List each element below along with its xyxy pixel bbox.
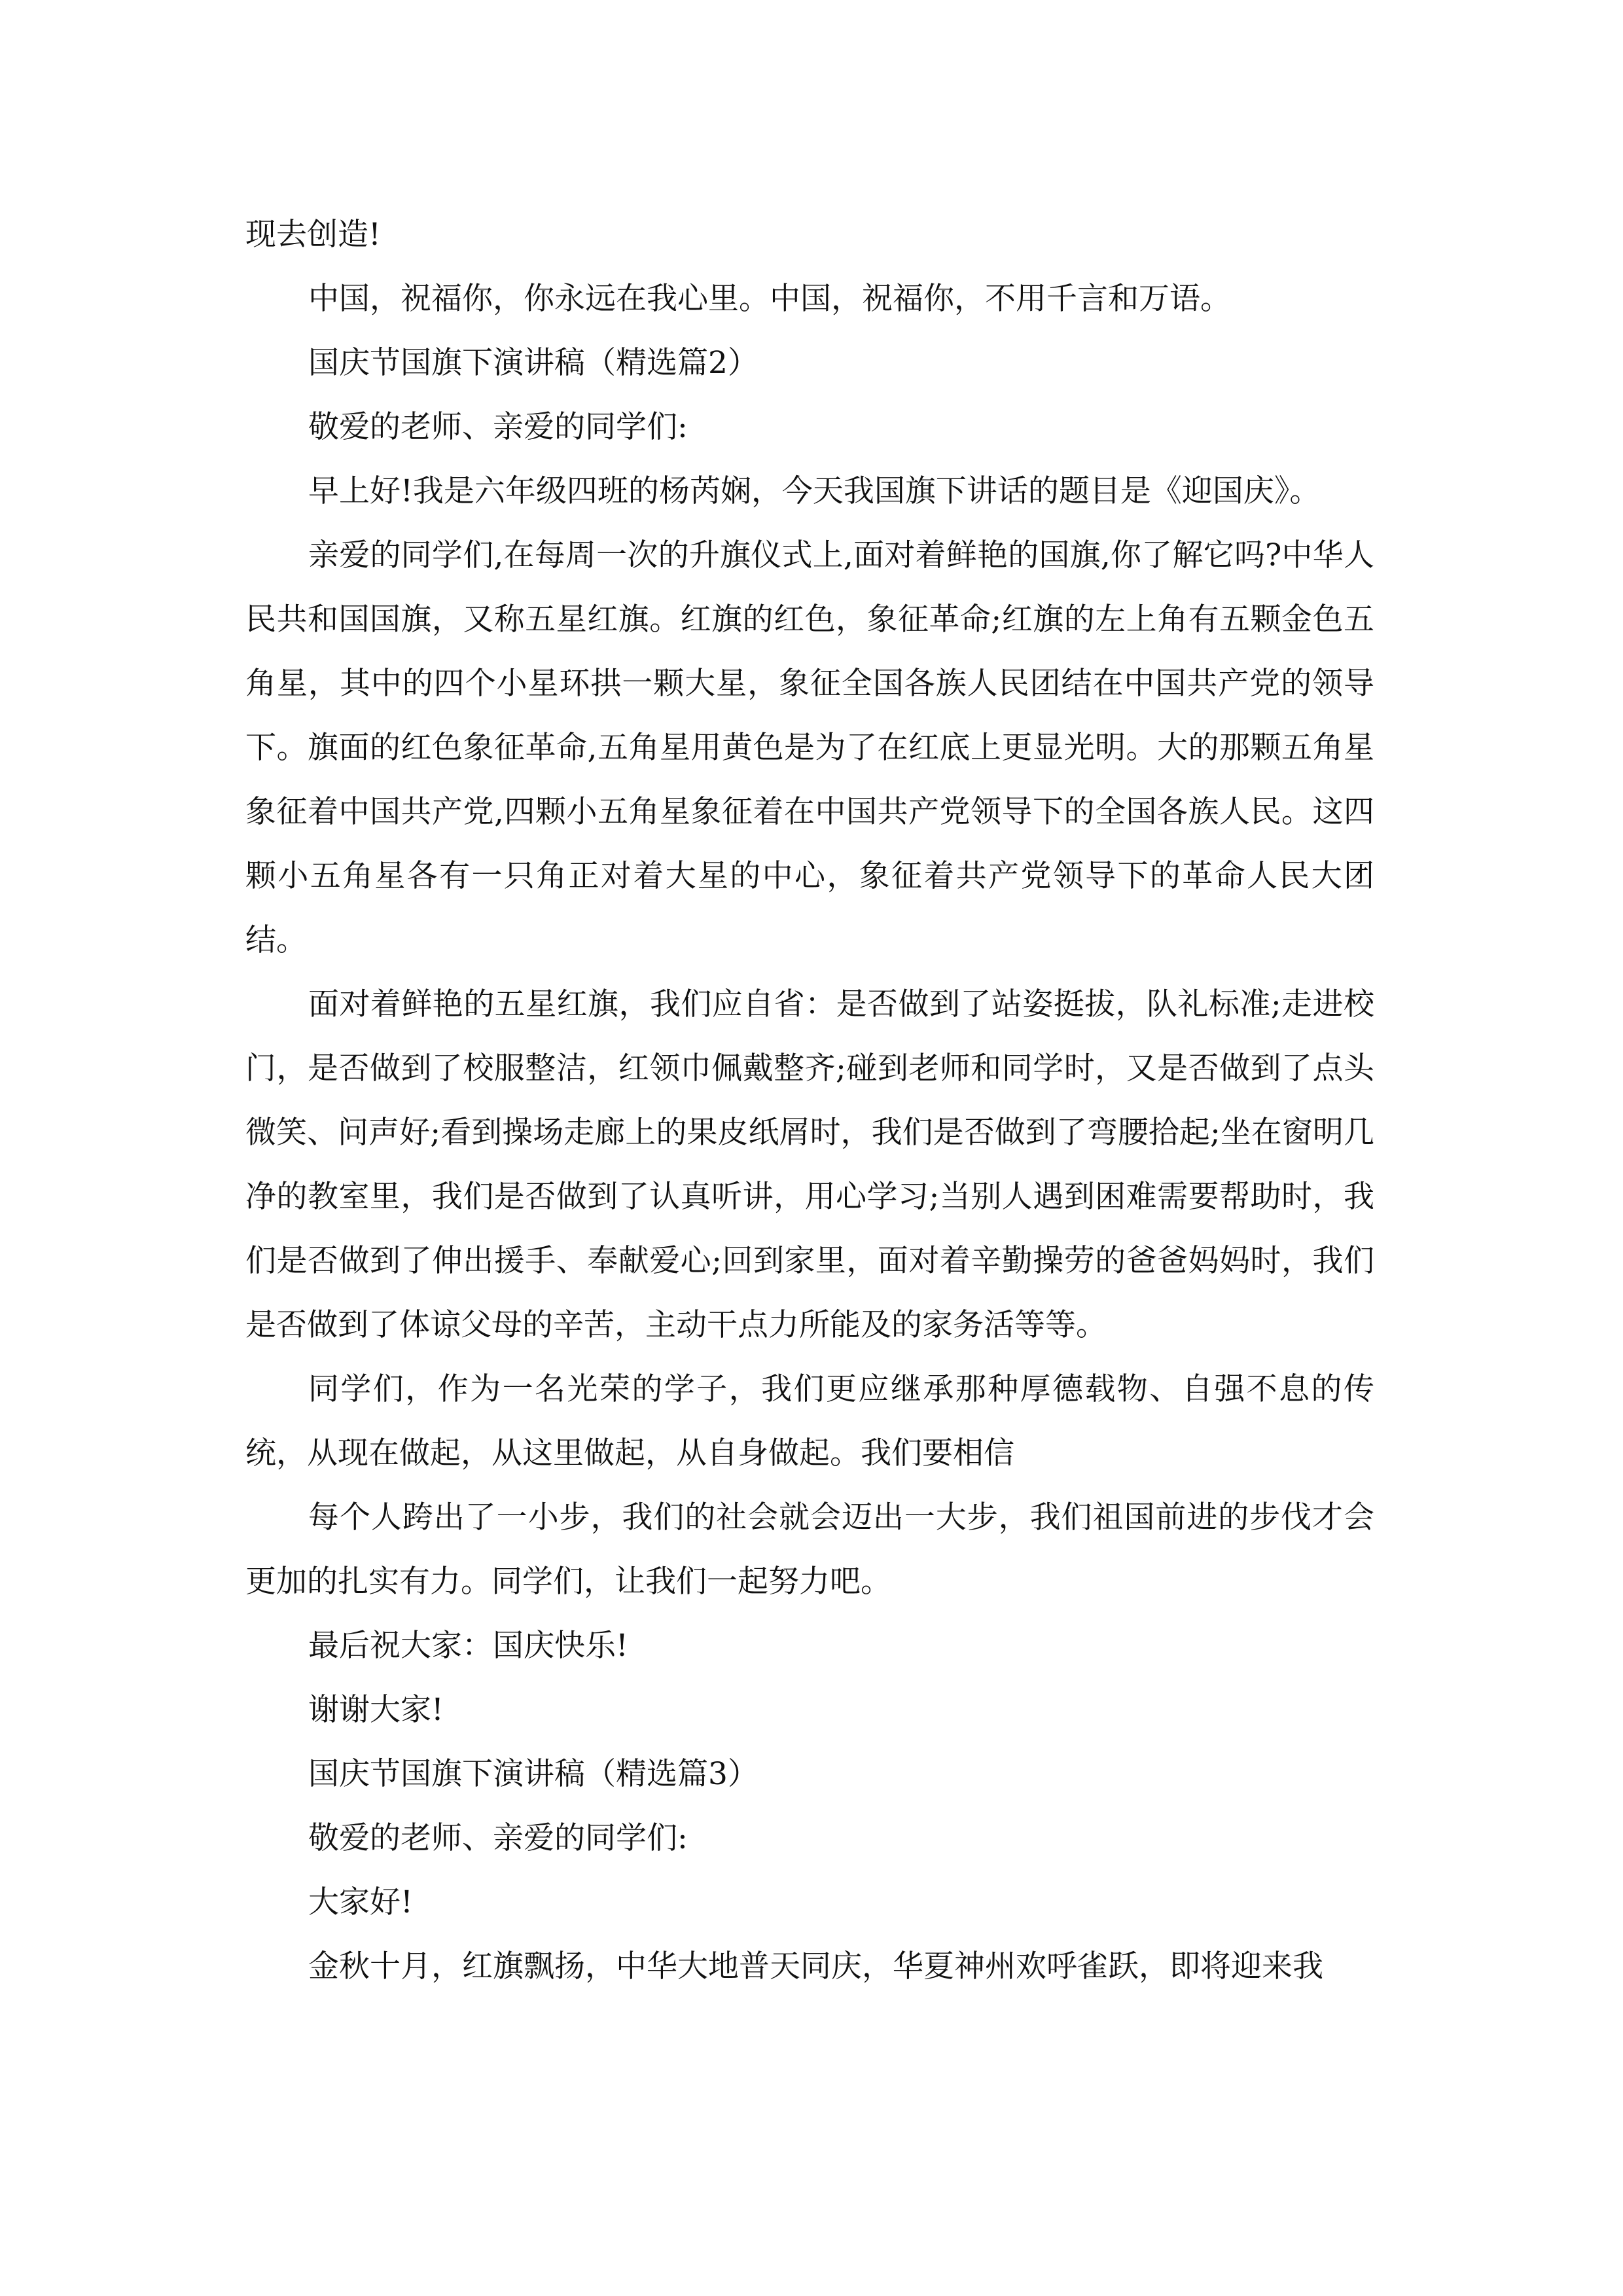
paragraph: 面对着鲜艳的五星红旗，我们应自省：是否做到了站姿挺拔，队礼标准;走进校门，是否做到了校服整洁，红领巾佩戴整齐;碰到老师和同学时，又是否做到了点头微笑、问声好;看到操场走廊上的果皮纸屑时，我们是否做到了弯腰拾起;坐在窗明几净的教室里，我们是否做到了认真听讲，用心学习;当别人遇到困难需要帮助时，我们是否做到了伸出援手、奉献爱心;回到家里，面对着辛勤操劳的爸爸妈妈时，我们是否做到了体谅父母的辛苦，主动干点力所能及的家务活等等。 bbox=[245, 986, 1374, 1343]
salutation: 敬爱的老师、亲爱的同学们: bbox=[308, 409, 688, 445]
paragraph: 中国，祝福你，你永远在我心里。中国，祝福你，不用千言和万语。 bbox=[308, 281, 1231, 317]
greeting: 大家好! bbox=[308, 1884, 413, 1920]
section-heading: 国庆节国旗下演讲稿（精选篇3） bbox=[308, 1756, 758, 1792]
salutation: 敬爱的老师、亲爱的同学们: bbox=[308, 1820, 688, 1856]
section-heading: 国庆节国旗下演讲稿（精选篇2） bbox=[308, 345, 758, 381]
paragraph: 同学们，作为一名光荣的学子，我们更应继承那种厚德载物、自强不息的传统，从现在做起，从这里做起，从自身做起。我们要相信 bbox=[245, 1371, 1374, 1471]
paragraph-continuation: 现去创造! bbox=[245, 217, 381, 253]
document-body bbox=[245, 203, 1374, 1999]
closing-thanks: 谢谢大家! bbox=[308, 1692, 444, 1728]
paragraph: 亲爱的同学们,在每周一次的升旗仪式上,面对着鲜艳的国旗,你了解它吗?中华人民共和国国旗，又称五星红旗。红旗的红色，象征革命;红旗的左上角有五颗金色五角星，其中的四个小星环拱一颗大星，象征全国各族人民团结在中国共产党的领导下。旗面的红色象征革命,五角星用黄色是为了在红底上更显光明。大的那颗五角星象征着中国共产党,四颗小五角星象征着在中国共产党领导下的全国各族人民。这四颗小五角星各有一只角正对着大星的中心，象征着共产党领导下的革命人民大团结。 bbox=[245, 537, 1374, 958]
closing-wish: 最后祝大家：国庆快乐! bbox=[308, 1628, 628, 1664]
paragraph: 早上好!我是六年级四班的杨芮娴，今天我国旗下讲话的题目是《迎国庆》。 bbox=[308, 473, 1321, 509]
paragraph: 金秋十月，红旗飘扬，中华大地普天同庆，华夏神州欢呼雀跃，即将迎来我 bbox=[308, 1948, 1323, 1984]
paragraph: 每个人跨出了一小步，我们的社会就会迈出一大步，我们祖国前进的步伐才会更加的扎实有力。同学们，让我们一起努力吧。 bbox=[245, 1499, 1374, 1600]
